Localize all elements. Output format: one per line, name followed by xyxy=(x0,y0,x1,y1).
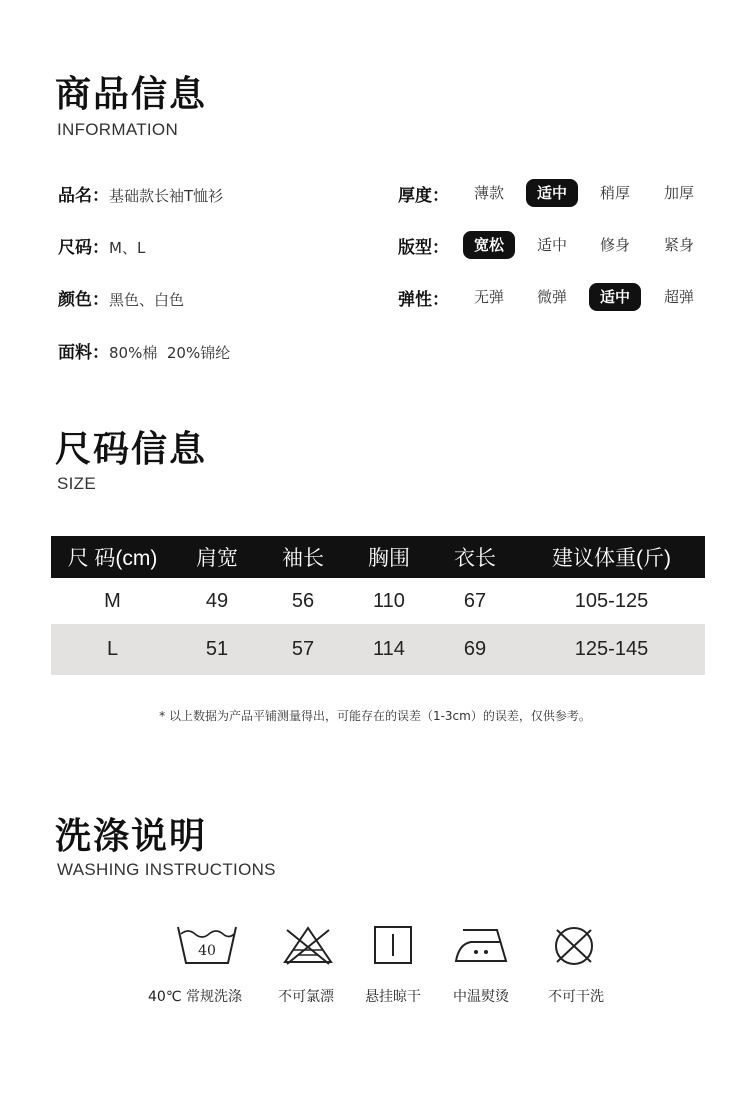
attr-option: 薄款 xyxy=(473,184,504,202)
size-note: * 以上数据为产品平铺测量得出，可能存在的误差（1-3cm）的误差，仅供参考。 xyxy=(159,709,591,723)
table-cell: 67 xyxy=(432,578,518,624)
table-cell: 49 xyxy=(174,578,260,624)
header-cell: 肩宽 xyxy=(174,536,260,578)
header-cell: 衣长 xyxy=(432,536,518,578)
washing-subtitle: WASHING INSTRUCTIONS xyxy=(57,860,276,879)
header-cell: 建议体重(斤) xyxy=(518,536,705,578)
table-cell: 56 xyxy=(260,578,346,624)
attr-elasticity-options xyxy=(0,283,750,311)
field-value: 黑色、白色 xyxy=(109,291,185,309)
wash-label: 不可干洗 xyxy=(548,989,604,1005)
wash-label: 中温熨烫 xyxy=(453,989,509,1005)
field-label: 品名 xyxy=(58,186,92,206)
table-row xyxy=(51,624,705,675)
iron-medium-icon xyxy=(453,926,509,964)
attr-option: 超弹 xyxy=(663,288,694,306)
table-cell: 51 xyxy=(174,624,260,675)
table-cell: M xyxy=(51,578,174,624)
attr-label: 弹性 xyxy=(398,290,432,310)
attr-option: 紧身 xyxy=(663,236,694,254)
colon: ： xyxy=(432,290,449,310)
colon: ： xyxy=(92,343,109,363)
table-cell: 114 xyxy=(346,624,432,675)
colon: ： xyxy=(92,290,109,310)
field-value: M、L xyxy=(109,239,146,257)
colon: ： xyxy=(432,186,449,206)
table-cell: 69 xyxy=(432,624,518,675)
attr-option: 适中 xyxy=(536,236,567,254)
header-cell: 尺 码(cm) xyxy=(51,536,174,578)
washing-title: 洗涤说明 xyxy=(55,816,208,857)
table-cell: 57 xyxy=(260,624,346,675)
table-row xyxy=(51,578,705,624)
colon: ： xyxy=(432,238,449,258)
product-info-title: 商品信息 xyxy=(55,74,208,115)
attr-option: 稍厚 xyxy=(599,184,630,202)
field-fabric xyxy=(58,338,230,363)
attr-option: 加厚 xyxy=(663,184,694,202)
size-info-subtitle: SIZE xyxy=(57,474,96,493)
wash-label: 不可氯漂 xyxy=(278,989,334,1005)
header-cell: 袖长 xyxy=(260,536,346,578)
size-table-header xyxy=(51,536,705,578)
field-value: 80%棉 20%锦纶 xyxy=(109,344,231,362)
attr-label: 厚度 xyxy=(398,186,432,206)
attr-option: 无弹 xyxy=(473,288,504,306)
hang-dry-icon xyxy=(373,925,413,965)
attr-option: 适中 xyxy=(589,283,641,311)
attr-option: 宽松 xyxy=(463,231,515,259)
table-cell: 125-145 xyxy=(518,624,705,675)
field-label: 尺码 xyxy=(58,238,92,258)
attr-option: 适中 xyxy=(526,179,578,207)
wash-temp-text: 40 xyxy=(198,943,216,959)
wash-label: 悬挂晾干 xyxy=(365,989,421,1005)
field-label: 颜色 xyxy=(58,290,92,310)
attr-thickness-options xyxy=(0,179,750,207)
wash-40-icon xyxy=(176,924,238,966)
wash-label: 40℃ 常规洗涤 xyxy=(148,989,242,1005)
size-table xyxy=(51,536,705,675)
table-cell: L xyxy=(51,624,174,675)
attr-label: 版型 xyxy=(398,238,432,258)
attr-option: 修身 xyxy=(599,236,630,254)
colon: ： xyxy=(92,238,109,258)
attr-option: 微弹 xyxy=(536,288,567,306)
no-dry-clean-icon xyxy=(551,925,597,967)
header-cell: 胸围 xyxy=(346,536,432,578)
field-value: 基础款长袖T恤衫 xyxy=(109,187,224,205)
attr-fit-options xyxy=(0,231,750,259)
colon: ： xyxy=(92,186,109,206)
product-info-subtitle: INFORMATION xyxy=(57,120,179,139)
field-label: 面料 xyxy=(58,343,92,363)
table-cell: 105-125 xyxy=(518,578,705,624)
no-bleach-icon xyxy=(281,924,335,966)
size-info-title: 尺码信息 xyxy=(55,429,208,470)
table-cell: 110 xyxy=(346,578,432,624)
